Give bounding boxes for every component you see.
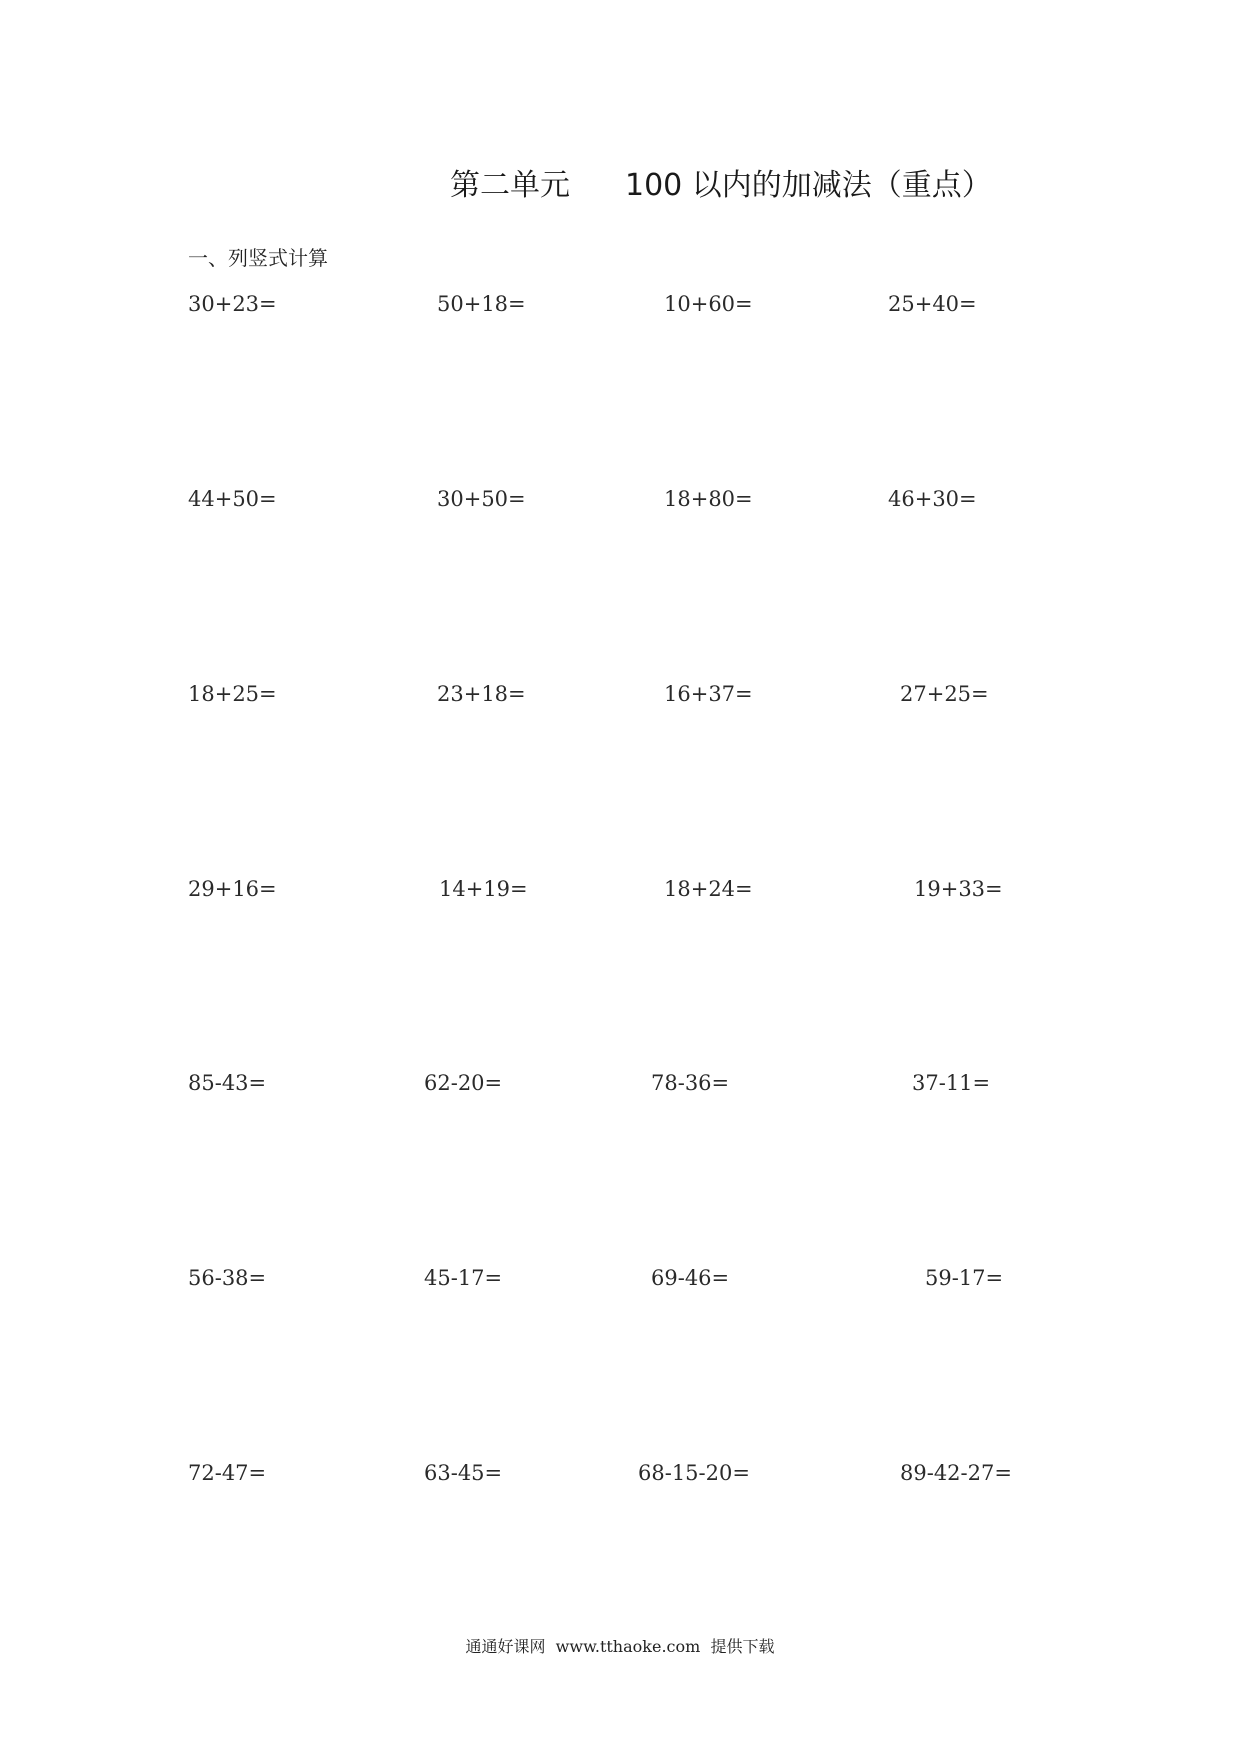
problem-r2-c3: 18+80= (664, 487, 753, 511)
problem-r4-c4: 19+33= (914, 877, 1003, 901)
problem-r3-c3: 16+37= (664, 682, 753, 706)
problem-r6-c3: 69-46= (651, 1266, 730, 1290)
problem-r3-c2: 23+18= (437, 682, 526, 706)
problem-r3-c4: 27+25= (900, 682, 989, 706)
problem-r4-c1: 29+16= (188, 877, 277, 901)
problem-r5-c2: 62-20= (424, 1071, 503, 1095)
problem-r7-c1: 72-47= (188, 1461, 267, 1485)
problem-r1-c3: 10+60= (664, 292, 753, 316)
problem-r2-c2: 30+50= (437, 487, 526, 511)
problem-r2-c4: 46+30= (888, 487, 977, 511)
page-title (0, 160, 1240, 204)
problem-r7-c4: 89-42-27= (900, 1461, 1012, 1485)
footer-credit: 通通好课网 www.tthaoke.com 提供下载 (465, 1637, 775, 1656)
problem-r4-c3: 18+24= (664, 877, 753, 901)
problem-r6-c1: 56-38= (188, 1266, 267, 1290)
section-heading: 一、列竖式计算 (188, 246, 328, 270)
page-title-topic: 100 以内的加减法（重点） (625, 168, 992, 203)
problem-r5-c1: 85-43= (188, 1071, 267, 1095)
problem-r6-c4: 59-17= (925, 1266, 1004, 1290)
problem-r1-c1: 30+23= (188, 292, 277, 316)
problem-r5-c4: 37-11= (912, 1071, 991, 1095)
problem-r2-c1: 44+50= (188, 487, 277, 511)
page-title-unit: 第二单元 (450, 168, 570, 203)
problem-r5-c3: 78-36= (651, 1071, 730, 1095)
problem-r1-c2: 50+18= (437, 292, 526, 316)
problem-r3-c1: 18+25= (188, 682, 277, 706)
problem-r7-c2: 63-45= (424, 1461, 503, 1485)
problem-r1-c4: 25+40= (888, 292, 977, 316)
problem-r6-c2: 45-17= (424, 1266, 503, 1290)
problem-r4-c2: 14+19= (439, 877, 528, 901)
problem-r7-c3: 68-15-20= (638, 1461, 750, 1485)
